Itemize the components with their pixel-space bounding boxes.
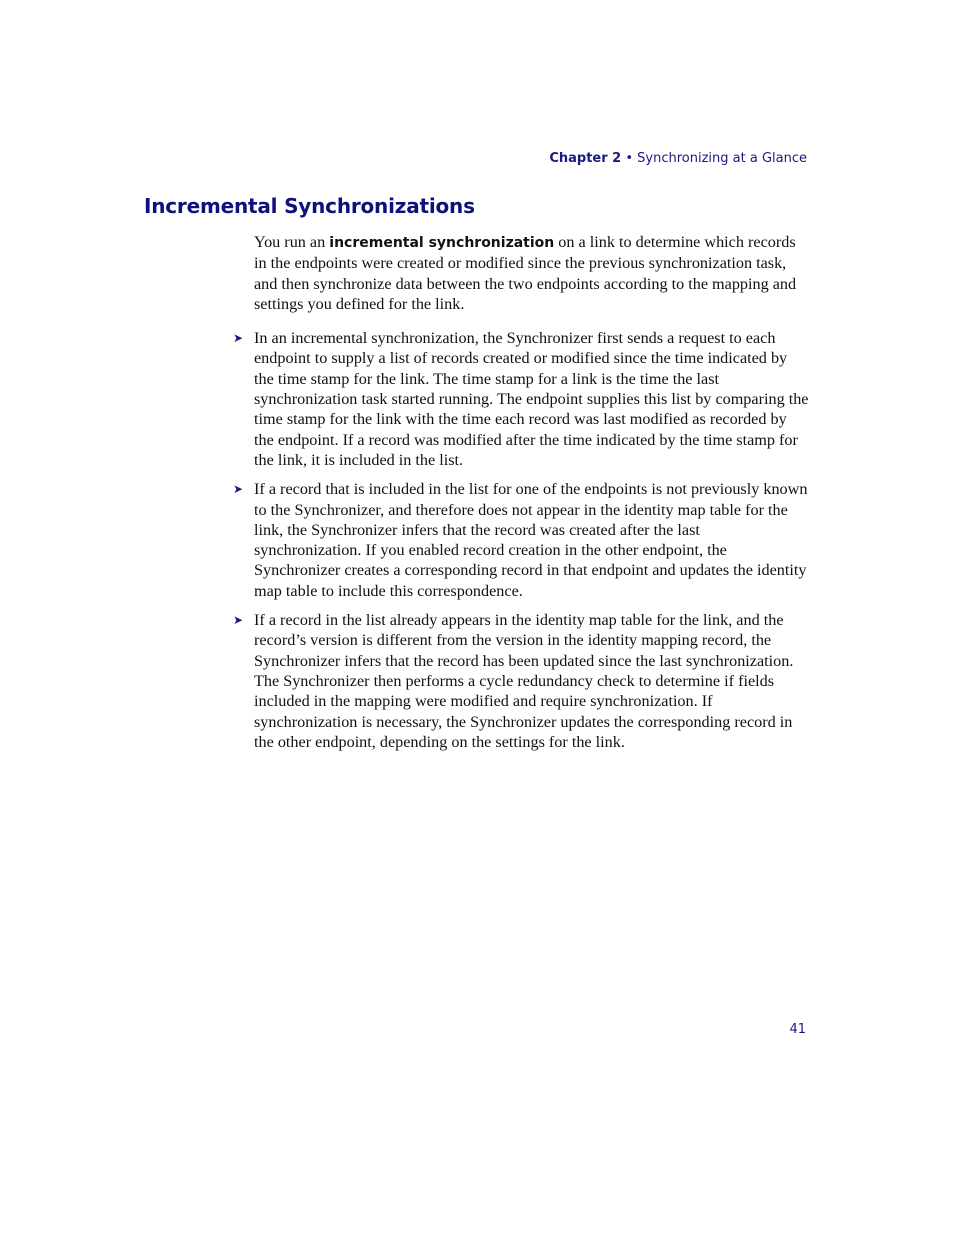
arrow-right-icon: ➤ <box>233 331 244 346</box>
header-separator: • <box>621 151 638 166</box>
list-item-text: If a record in the list already appears in the identity map table for the link, and the record’s version is different from the version in the identity mapping record, the Synchronizer infers that the record has been updated since the last synchronization. The Synchronizer then performs a cycle redundancy check to determine if fields included in the mapping were modified and require synchronization. If synchronization is necessary, the Synchronizer updates the corresponding record in the other endpoint, depending on the settings for the link. <box>254 611 794 751</box>
bullet-list <box>233 328 810 752</box>
page-number: 41 <box>789 1022 806 1037</box>
section-title: Incremental Synchronizations <box>144 194 475 218</box>
list-item-text: In an incremental synchronization, the Synchronizer first sends a request to each endpoint to supply a list of records created or modified since the time indicated by the time stamp for the link. The time stamp for a link is the time the last synchronization task started running. The endpoint supplies this list by comparing the time stamp for the link with the time each record was last modified as recorded by the endpoint. If a record was modified after the time indicated by the time stamp for the link, it is included in the list. <box>254 329 809 469</box>
list-item <box>233 328 810 470</box>
arrow-right-icon: ➤ <box>233 482 244 497</box>
chapter-title: Synchronizing at a Glance <box>637 151 807 166</box>
section-body <box>233 232 810 761</box>
intro-paragraph <box>254 232 810 314</box>
arrow-right-icon: ➤ <box>233 613 244 628</box>
list-item <box>233 610 810 752</box>
running-header <box>549 151 807 166</box>
list-item <box>233 479 810 601</box>
intro-text-start: You run an <box>254 233 330 251</box>
chapter-label: Chapter 2 <box>549 151 622 166</box>
list-item-text: If a record that is included in the list for one of the endpoints is not previously known to the Synchronizer, and therefore does not appear in the identity map table for the link, the Synchronizer infers that the record was created after the last synchronization. If you enabled record creation in the other endpoint, the Synchronizer creates a corresponding record in that endpoint and updates the identity map table to include this correspondence. <box>254 480 808 600</box>
intro-text-end: on a link to determine which records in the endpoints were created or modified since the previous synchronization task, and then synchronize data between the two endpoints according to the mapping and settings you defined for the link. <box>254 233 797 313</box>
intro-term: incremental synchronization <box>329 235 555 251</box>
